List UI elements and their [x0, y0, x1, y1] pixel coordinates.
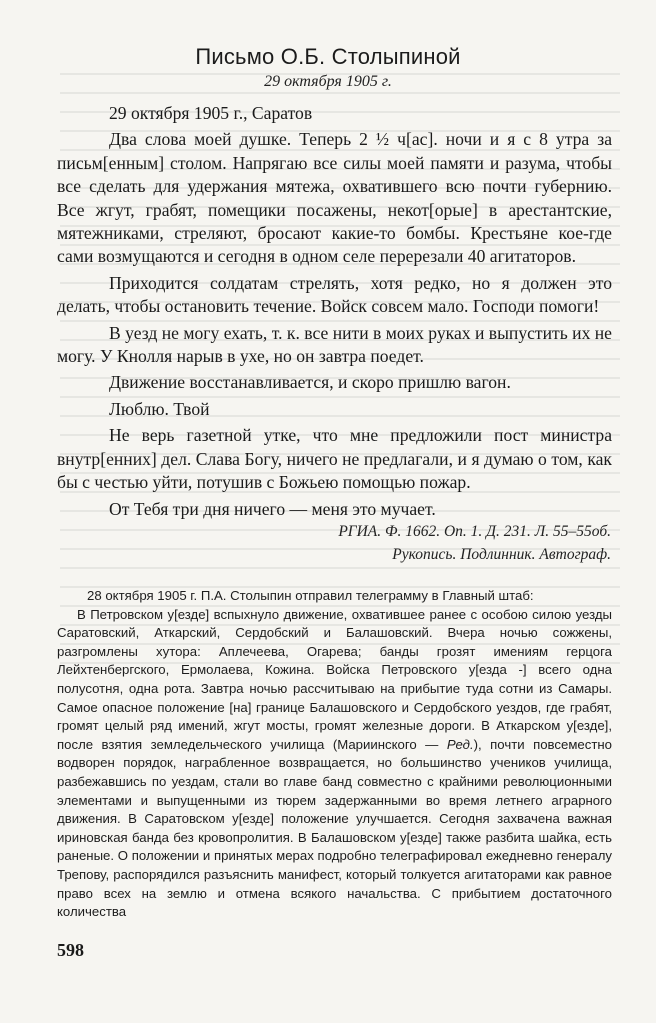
page-subtitle-date: 29 октября 1905 г.: [264, 73, 392, 90]
letter-paragraph: Два слова моей душке. Теперь 2 ½ ч[ас]. ночи и я с 8 утра за письм[енным] столом. Напрягаю все силы моей памяти и разума, чтобы все сделать для удержания мятежа, охватившего всю почти губернию. Все жгут, грабят, помещики посажены, некот[орые] в арестантские, мятежниками, стреляют, бросают какие-то бомбы. Крестьяне кое-где сами возмущаются и сегодня в одном селе перерезали 40 агитаторов.: [57, 129, 612, 267]
page-title: Письмо О.Б. Столыпиной: [195, 44, 461, 69]
letter-paragraph: Движение восстанавливается, и скоро пришлю вагон.: [109, 372, 511, 393]
archive-note: Рукопись. Подлинник. Автограф.: [392, 546, 611, 563]
telegram-text-end: ), почти повсеместно водворен порядок, награбленное возвращается, но большинство учеников училища, разбежавшись по уездам, стали во главе банд совместно с крайними революционными элементами и выпущенными из тюрем задержанными во время летнего аграрного движения. В Саратовском у[езде] положение улучшается. Сегодня захвачена важная ириновская банда без кровопролития. В Балашовском у[езде] также разбита шайка, есть раненые. О положении и принятых мерах подробно телеграфировал ежедневно генералу Трепову, распорядился разъяснить манифест, который толкуется агитаторами как равное право всех на землю и отмена всякого начальства. С прибытием достаточного количества: [57, 736, 612, 920]
archive-reference: РГИА. Ф. 1662. Оп. 1. Д. 231. Л. 55–55об.: [338, 523, 611, 540]
footnote-telegram-text: [57, 606, 612, 922]
letter-body: [57, 102, 612, 524]
page-number: 598: [57, 940, 84, 960]
letter-paragraph: Приходится солдатам стрелять, хотя редко, но я должен это делать, чтобы остановить течение. Войск совсем мало. Господи помоги!: [57, 272, 612, 317]
footnote-header: 28 октября 1905 г. П.А. Столыпин отправил телеграмму в Главный штаб:: [87, 588, 534, 603]
telegram-text-start: В Петровском у[езде] вспыхнуло движение, охватившее ранее с особою силою уезды Саратовский, Аткарский, Сердобский и Балашовский. Вчера ночью сожжены, разгромлены хутора: Аплечеева, Огарева; банды грозят имениям герцога Лейхтенбергского, Ермолаева, Кожина. Войска Петровского у[езда -] всего одна полусотня, одна рота. Завтра ночью рассчитываю на прибытие туда сотни из Самары. Самое опасное положение [на] границе Балашовского и Сердобского уездов, где грабят, громят целый ряд имений, жгут мосты, громят железные дороги. В Аткарском у[езде], после взятия земледельческого училища (Мариинского —: [57, 606, 612, 752]
letter-dateline: 29 октября 1905 г., Саратов: [109, 103, 313, 123]
letter-postscript: Не верь газетной утке, что мне предложили пост министра внутр[енних] дел. Слава Богу, ничего не предлагали, и я думаю о том, как бы с честью уйти, потушив с Божьею помощью пожар.: [57, 425, 612, 493]
letter-closing: Люблю. Твой: [109, 398, 210, 419]
letter-postscript: От Тебя три дня ничего — меня это мучает.: [109, 498, 436, 519]
letter-paragraph: В уезд не могу ехать, т. к. все нити в моих руках и выпустить их не могу. У Кнолля нарыв в ухе, но он завтра поедет.: [57, 322, 612, 367]
footnote-block: [57, 587, 612, 922]
editor-mark: Ред.: [446, 736, 474, 752]
